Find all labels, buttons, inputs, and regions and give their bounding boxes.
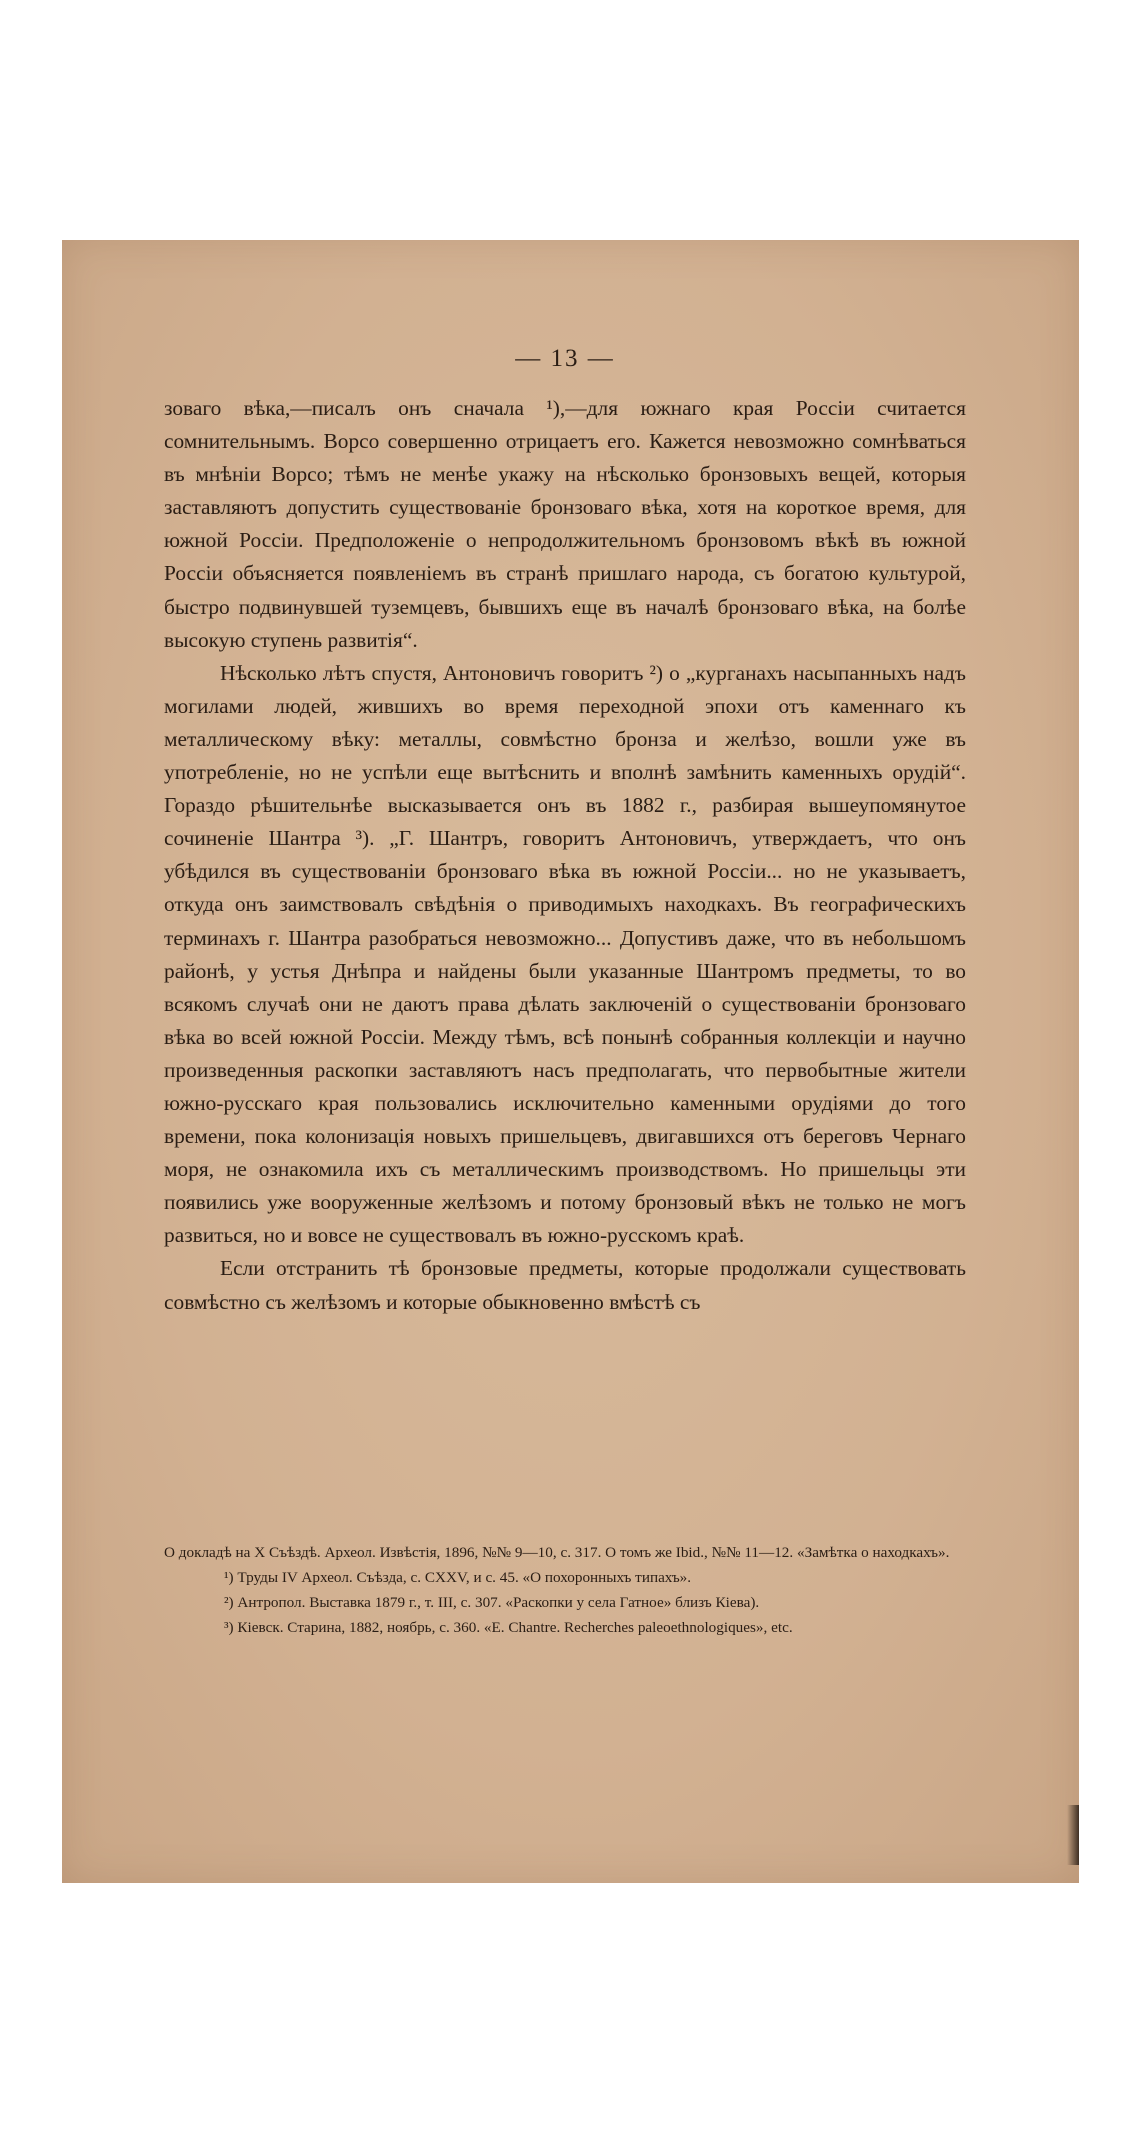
- paragraph: Если отстранить тѣ бронзовые предметы, которые продолжали существовать совмѣстно съ желѣзомъ и которые обыкновенно вмѣстѣ съ: [164, 1256, 966, 1314]
- footnote: О докладѣ на X Съѣздѣ. Археол. Извѣстія, 1896, №№ 9—10, с. 317. О томъ же Ibid., №№ 11—12. «Замѣтка о находкахъ».: [164, 1544, 950, 1561]
- footnote: ²) Антропол. Выставка 1879 г., т. III, с. 307. «Раскопки у села Гатное» близъ Кіева).: [224, 1594, 760, 1611]
- page-edge-shadow: [1067, 1805, 1079, 1865]
- paragraph: Нѣсколько лѣтъ спустя, Антоновичъ говоритъ ²) о „курганахъ насыпанныхъ надъ могилами людей, жившихъ во время переходной эпохи отъ каменнаго къ металлическому вѣку: металлы, совмѣстно бронза и желѣзо, вошли уже въ употребленіе, но не успѣли еще вытѣснить и вполнѣ замѣнить каменныхъ орудій“. Гораздо рѣшительнѣе высказывается онъ въ 1882 г., разбирая вышеупомянутое сочиненіе Шантра ³). „Г. Шантръ, говоритъ Антоновичъ, утверждаетъ, что онъ убѣдился въ существованіи бронзоваго вѣка въ южной Россіи... но не указываетъ, откуда онъ заимствовалъ свѣдѣнія о приводимыхъ находкахъ. Въ географическихъ терминахъ г. Шантра разобраться невозможно... Допустивъ даже, что въ небольшомъ районѣ, у устья Днѣпра и найдены были указанные Шантромъ предметы, то во всякомъ случаѣ они не даютъ права дѣлать заключеній о существованіи бронзоваго вѣка во всей южной Россіи. Между тѣмъ, всѣ понынѣ собранныя коллекціи и научно произведенныя раскопки заставляютъ насъ предполагать, что первобытные жители южно-русскаго края пользовались исключительно каменными орудіями до того времени, пока колонизація новыхъ пришельцевъ, двигавшихся отъ береговъ Чернаго моря, не ознакомила ихъ съ металлическимъ производствомъ. Но пришельцы эти появились уже вооруженные желѣзомъ и потому бронзовый вѣкъ не только не могъ развиться, но и вовсе не существовалъ въ южно-русскомъ краѣ.: [164, 660, 966, 1248]
- scanned-page: [62, 240, 1079, 1883]
- page-number: — 13 —: [515, 345, 615, 372]
- footnotes: [164, 1540, 966, 1640]
- body-text: [164, 392, 966, 1319]
- paragraph: зоваго вѣка,—писалъ онъ сначала ¹),—для южнаго края Россіи считается сомнительнымъ. Ворсо совершенно отрицаетъ его. Кажется невозможно сомнѣваться въ мнѣніи Ворсо; тѣмъ не менѣе укажу на нѣсколько бронзовыхъ вещей, которыя заставляютъ допустить существованіе бронзоваго вѣка, хотя на короткое время, для южной Россіи. Предположеніе о непродолжительномъ бронзовомъ вѣкѣ въ южной Россіи объясняется появленіемъ въ странѣ пришлаго народа, съ богатою культурой, быстро подвинувшей туземцевъ, бывшихъ еще въ началѣ бронзоваго вѣка, на болѣе высокую ступень развитія“.: [164, 396, 966, 652]
- footnote: ¹) Труды IV Археол. Съѣзда, с. CXXV, и с. 45. «О похоронныхъ типахъ».: [224, 1569, 692, 1586]
- footnote: ³) Кіевск. Старина, 1882, ноябрь, с. 360. «E. Chantre. Recherches paleoethnologiques», etc.: [224, 1619, 793, 1636]
